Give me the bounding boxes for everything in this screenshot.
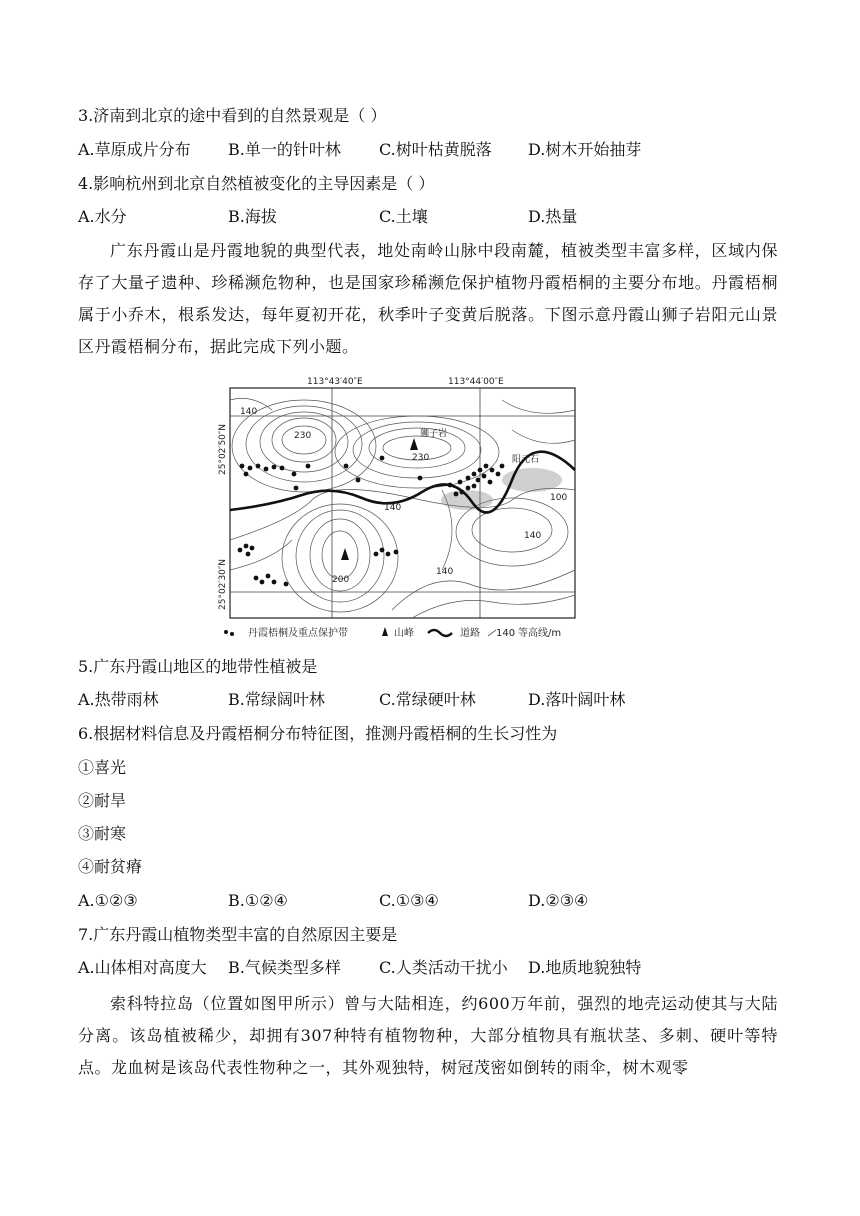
- peak-icon-yangyuan: [341, 548, 349, 560]
- legend-contour-sample: 140: [496, 628, 516, 639]
- contour-label: 140: [524, 531, 542, 541]
- q4-stem: 4.影响杭州到北京自然植被变化的主导因素是（ ）: [78, 174, 435, 193]
- tree-distribution-dots: [238, 456, 505, 587]
- q6-item-2: ②耐旱: [78, 791, 127, 810]
- q4-option-c: C.土壤: [379, 207, 428, 226]
- contour-label: 140: [436, 567, 454, 577]
- q5-option-d: D.落叶阔叶林: [528, 690, 626, 709]
- q6-item-1: ①喜光: [78, 758, 127, 777]
- legend-contour-icon: [488, 630, 496, 636]
- lon-label-left: 113°43′40″E: [307, 377, 363, 387]
- passage-danxia-text: 广东丹霞山是丹霞地貌的典型代表，地处南岭山脉中段南麓，植被类型丰富多样，区域内保存了大量孑遗种、珍稀濒危物种，也是国家珍稀濒危保护植物丹霞梧桐的主要分布地。丹霞梧桐属于小乔木，根系发达，每年夏初开花，秋季叶子变黄后脱落。下图示意丹霞山狮子岩阳元山景区丹霞梧桐分布，据此完成下列小题。: [78, 241, 778, 356]
- contour-lines: [230, 398, 575, 618]
- q7-option-d: D.地质地貌独特: [528, 958, 642, 977]
- q3-stem: 3.济南到北京的途中看到的自然景观是（ ）: [78, 106, 387, 125]
- q3-option-a: A.草原成片分布: [78, 140, 191, 159]
- contour-map: [212, 370, 582, 642]
- legend-dots-icon: [230, 632, 234, 636]
- contour-label: 230: [294, 431, 312, 441]
- legend-road: 道路: [460, 628, 480, 639]
- q5-option-b: B.常绿阔叶林: [228, 690, 325, 709]
- passage-danxia: [78, 235, 778, 363]
- q4-option-a: A.水分: [78, 207, 127, 226]
- legend-dots-icon: [224, 630, 228, 634]
- contour-label: 100: [550, 493, 568, 503]
- q5-option-c: C.常绿硬叶林: [379, 690, 476, 709]
- lon-label-right: 113°44′00″E: [448, 377, 504, 387]
- lat-label-top: 25°02′50″N: [218, 424, 228, 475]
- q5-option-a: A.热带雨林: [78, 690, 159, 709]
- q6-stem: 6.根据材料信息及丹霞梧桐分布特征图，推测丹霞梧桐的生长习性为: [78, 724, 558, 743]
- q7-option-c: C.人类活动干扰小: [379, 958, 508, 977]
- q4-option-d: D.热量: [528, 207, 578, 226]
- q7-stem: 7.广东丹霞山植物类型丰富的自然原因主要是: [78, 925, 398, 944]
- q5-stem: 5.广东丹霞山地区的地带性植被是: [78, 657, 318, 676]
- q6-option-d: D.②③④: [528, 891, 589, 910]
- q7-option-a: A.山体相对高度大: [78, 958, 207, 977]
- contour-label: 200: [332, 575, 350, 585]
- map-legend: [224, 626, 561, 639]
- lat-label-bottom: 25°02′30″N: [218, 559, 228, 610]
- contour-label: 140: [240, 407, 258, 417]
- q6-option-b: B.①②④: [228, 891, 288, 910]
- passage-socotra: [78, 988, 778, 1084]
- q6-item-3: ③耐寒: [78, 824, 127, 843]
- q4-option-b: B.海拔: [228, 207, 277, 226]
- peak-label-yangyuan: 阳元石: [512, 455, 540, 465]
- contour-label: 140: [384, 503, 402, 513]
- q7-option-b: B.气候类型多样: [228, 958, 341, 977]
- q6-option-a: A.①②③: [78, 891, 138, 910]
- peak-icon-shizi: [410, 438, 418, 450]
- contour-label: 230: [412, 453, 430, 463]
- q3-option-b: B.单一的针叶林: [228, 140, 341, 159]
- q3-option-c: C.树叶枯黄脱落: [379, 140, 492, 159]
- legend-road-icon: [428, 630, 452, 636]
- q6-option-c: C.①③④: [379, 891, 439, 910]
- danxia-map-figure: [212, 370, 582, 642]
- peak-label-shizi: 狮子岩: [420, 429, 448, 439]
- legend-peak-icon: [382, 627, 388, 636]
- q3-option-d: D.树木开始抽芽: [528, 140, 642, 159]
- legend-peak: 山峰: [394, 628, 414, 639]
- q6-item-4: ④耐贫瘠: [78, 857, 143, 876]
- passage-socotra-text: 索科特拉岛（位置如图甲所示）曾与大陆相连，约600万年前，强烈的地壳运动使其与大陆分离。该岛植被稀少，却拥有307种特有植物物种，大部分植物具有瓶状茎、多刺、硬叶等特点。龙血树是该岛代表性物种之一，其外观独特，树冠茂密如倒转的雨伞，树木观零: [78, 994, 778, 1077]
- legend-distribution: 丹霞梧桐及重点保护带: [248, 628, 348, 639]
- legend-contour: 等高线/m: [518, 628, 562, 639]
